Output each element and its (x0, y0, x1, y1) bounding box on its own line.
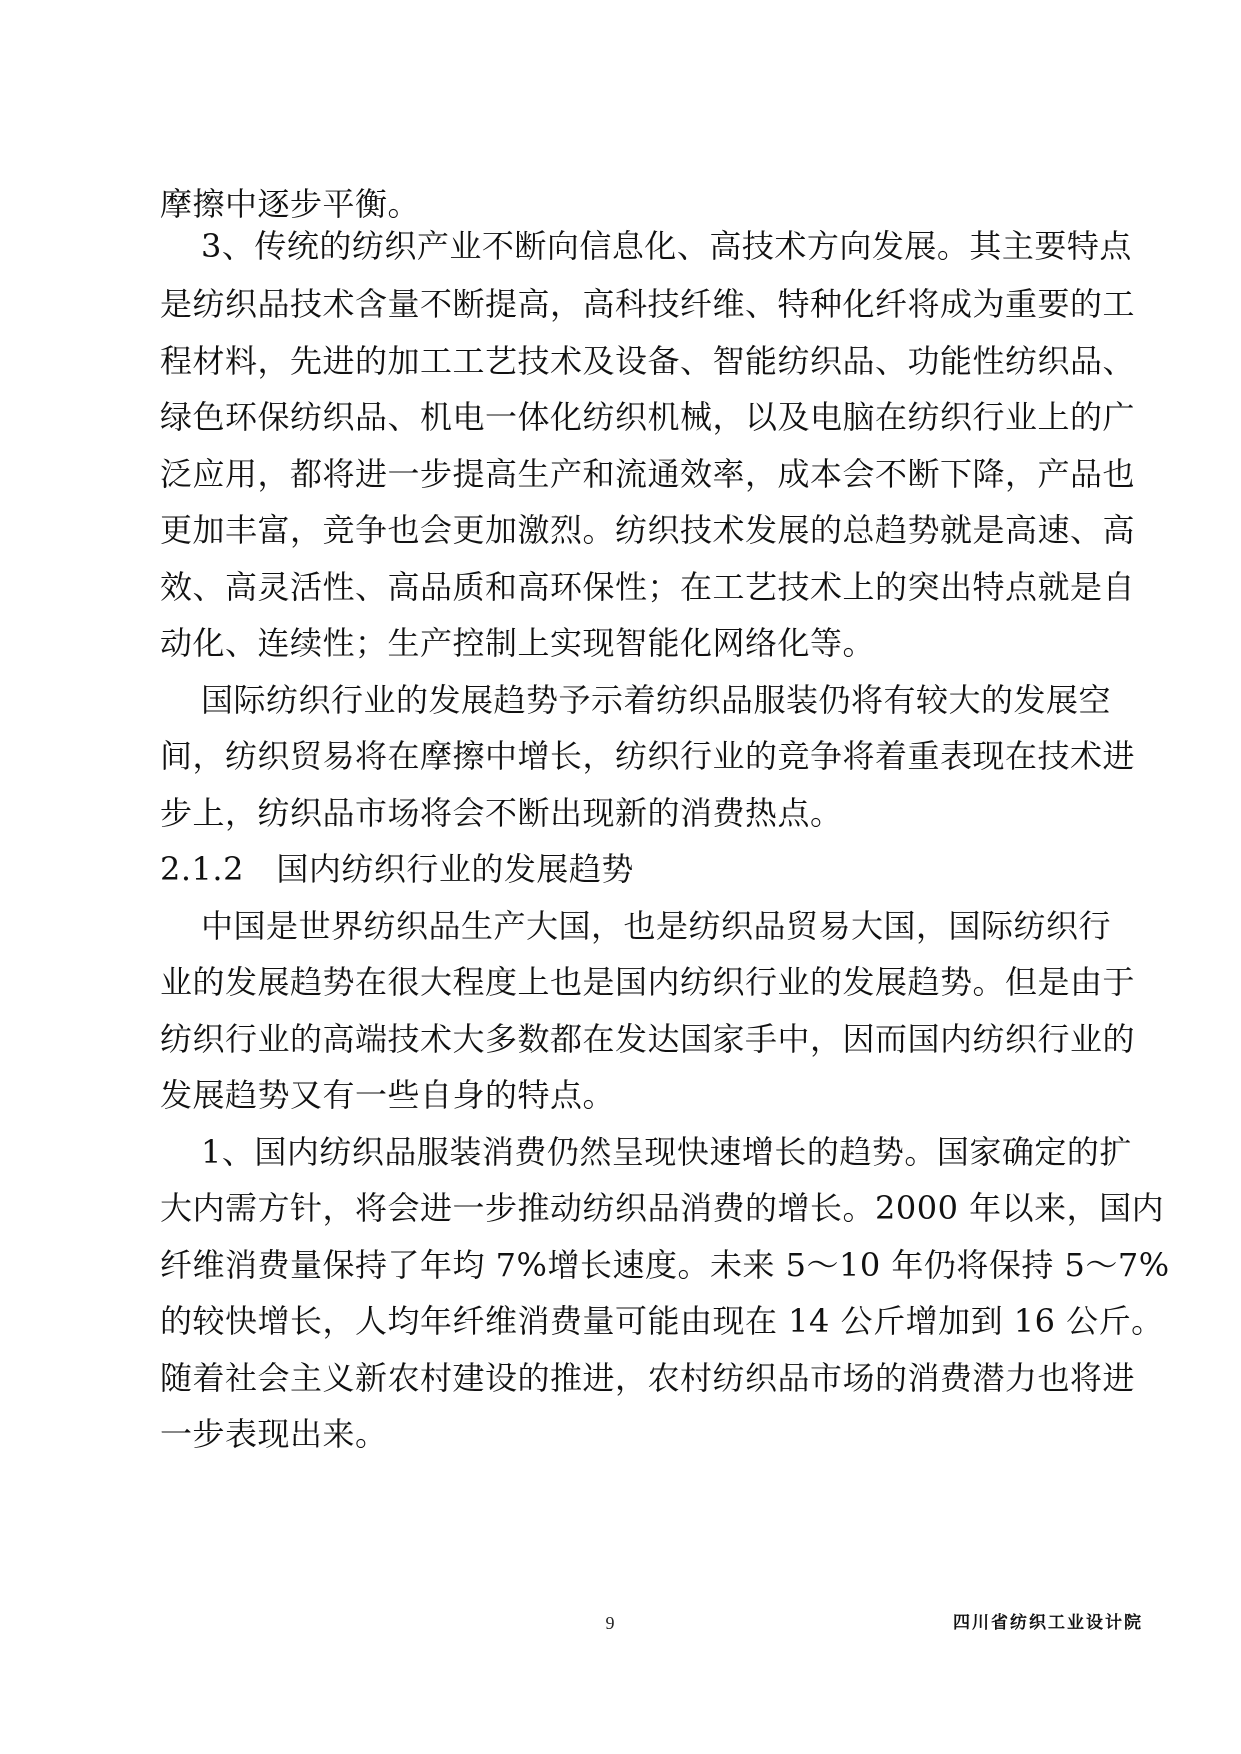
text-line: 摩擦中逐步平衡。 (160, 185, 421, 223)
text-line: 步上，纺织品市场将会不断出现新的消费热点。 (160, 794, 843, 832)
text-line: 纺织行业的高端技术大多数都在发达国家手中，因而国内纺织行业的 (160, 1020, 1136, 1058)
page-number: 9 (605, 1613, 615, 1633)
text-line: 发展趋势又有一些自身的特点。 (160, 1076, 616, 1114)
text-line: 效、高灵活性、高品质和高环保性；在工艺技术上的突出特点就是自 (160, 568, 1136, 606)
text-line: 是纺织品技术含量不断提高，高科技纤维、特种化纤将成为重要的工 (160, 285, 1136, 323)
text-line: 纤维消费量保持了年均 7%增长速度。未来 5～10 年仍将保持 5～7% (160, 1246, 1170, 1284)
text-line: 随着社会主义新农村建设的推进，农村纺织品市场的消费潜力也将进 (160, 1359, 1136, 1397)
text-line: 更加丰富，竞争也会更加激烈。纺织技术发展的总趋势就是高速、高 (160, 511, 1136, 549)
text-line: 一步表现出来。 (160, 1415, 388, 1453)
text-line: 3、传统的纺织产业不断向信息化、高技术方向发展。其主要特点 (201, 227, 1132, 265)
text-line: 大内需方针，将会进一步推动纺织品消费的增长。2000 年以来，国内 (160, 1189, 1165, 1227)
text-line: 国际纺织行业的发展趋势予示着纺织品服装仍将有较大的发展空 (201, 681, 1112, 719)
text-line: 间，纺织贸易将在摩擦中增长，纺织行业的竞争将着重表现在技术进 (160, 737, 1136, 775)
text-line: 中国是世界纺织品生产大国，也是纺织品贸易大国，国际纺织行 (201, 907, 1112, 945)
text-line: 程材料，先进的加工工艺技术及设备、智能纺织品、功能性纺织品、 (160, 342, 1136, 380)
text-line: 绿色环保纺织品、机电一体化纺织机械，以及电脑在纺织行业上的广 (160, 398, 1136, 436)
text-line: 的较快增长，人均年纤维消费量可能由现在 14 公斤增加到 16 公斤。 (160, 1302, 1164, 1340)
text-line: 泛应用，都将进一步提高生产和流通效率，成本会不断下降，产品也 (160, 455, 1136, 493)
section-heading: 2.1.2 国内纺织行业的发展趋势 (160, 850, 634, 888)
footer-organization: 四川省纺织工业设计院 (953, 1613, 1143, 1633)
text-line: 业的发展趋势在很大程度上也是国内纺织行业的发展趋势。但是由于 (160, 963, 1136, 1001)
text-line: 1、国内纺织品服装消费仍然呈现快速增长的趋势。国家确定的扩 (201, 1133, 1132, 1171)
text-line: 动化、连续性；生产控制上实现智能化网络化等。 (160, 624, 876, 662)
